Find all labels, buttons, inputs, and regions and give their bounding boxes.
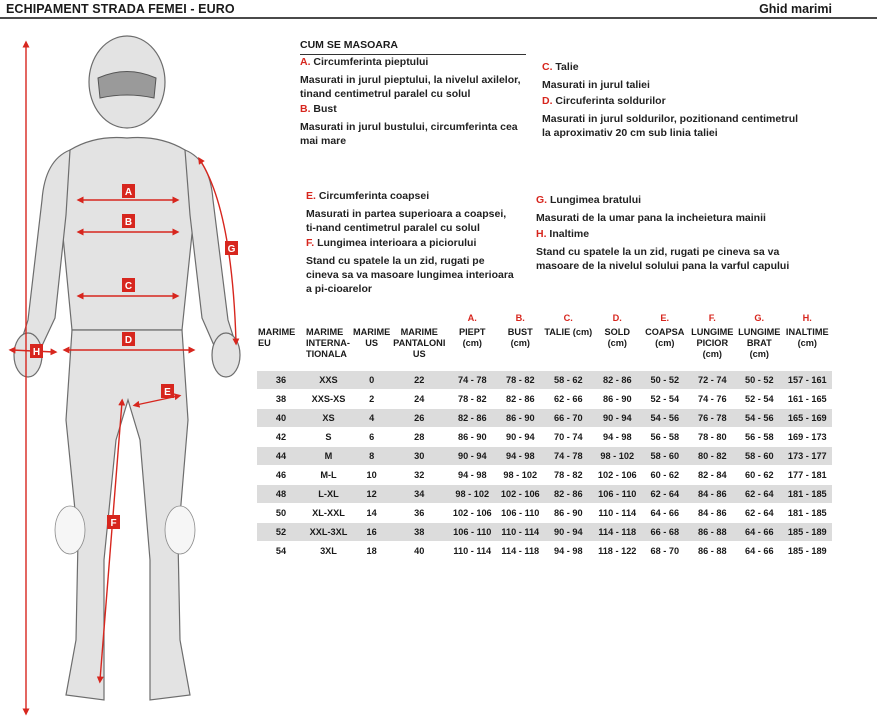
col-header: MARIME INTERNA-TIONALA <box>306 327 350 359</box>
table-cell: 106 - 110 <box>447 522 497 541</box>
measure-block-e <box>306 189 516 235</box>
table-cell: 169 - 173 <box>782 427 832 446</box>
table-row <box>257 370 832 389</box>
table-cell: 52 <box>257 522 305 541</box>
table-row <box>257 408 832 427</box>
table-row <box>257 389 832 408</box>
table-cell: 24 <box>391 389 447 408</box>
col-header: G. LUNGIME BRAT (cm) <box>738 313 781 359</box>
table-cell: 44 <box>257 446 305 465</box>
table-cell: 80 - 82 <box>688 446 736 465</box>
table-cell: 58 - 60 <box>736 446 782 465</box>
table-cell: 54 <box>257 541 305 560</box>
table-cell: 30 <box>391 446 447 465</box>
measure-desc: Stand cu spatele la un zid, rugati pe cineva sa va masoare lungimea interioara a pi-cioarelor <box>306 255 514 295</box>
table-cell: 6 <box>352 427 391 446</box>
table-cell: 56 - 58 <box>641 427 688 446</box>
table-cell: 161 - 165 <box>782 389 832 408</box>
table-cell: 36 <box>391 503 447 522</box>
label-g: G <box>227 244 236 255</box>
col-header: A. PIEPT (cm) <box>458 313 486 348</box>
table-cell: 102 - 106 <box>497 484 543 503</box>
table-cell: 26 <box>391 408 447 427</box>
table-cell: 157 - 161 <box>782 370 832 389</box>
table-cell: 60 - 62 <box>736 465 782 484</box>
table-cell: 98 - 102 <box>593 446 641 465</box>
table-cell: M <box>305 446 352 465</box>
measure-block-b <box>300 102 525 148</box>
table-cell: 90 - 94 <box>543 522 593 541</box>
measure-letter: H. <box>536 228 547 240</box>
table-cell: 8 <box>352 446 391 465</box>
table-cell: 66 - 70 <box>543 408 593 427</box>
table-cell: 181 - 185 <box>782 503 832 522</box>
table-cell: 72 - 74 <box>688 370 736 389</box>
table-cell: 50 <box>257 503 305 522</box>
label-e: E <box>164 387 171 398</box>
table-cell: 102 - 106 <box>593 465 641 484</box>
table-cell: XS <box>305 408 352 427</box>
table-cell: 98 - 102 <box>447 484 497 503</box>
table-cell: 2 <box>352 389 391 408</box>
table-cell: 177 - 181 <box>782 465 832 484</box>
table-cell: 62 - 64 <box>736 484 782 503</box>
table-cell: 86 - 88 <box>688 541 736 560</box>
table-cell: 110 - 114 <box>447 541 497 560</box>
table-cell: 78 - 80 <box>688 427 736 446</box>
table-cell: 82 - 86 <box>497 389 543 408</box>
table-cell: 110 - 114 <box>593 503 641 522</box>
table-cell: 28 <box>391 427 447 446</box>
measure-desc: Masurati in jurul bustului, circumferinta cea mai mare <box>300 121 518 147</box>
table-row <box>257 484 832 503</box>
measure-letter: D. <box>542 95 553 107</box>
table-cell: XXL-3XL <box>305 522 352 541</box>
measure-block-h <box>536 227 796 273</box>
table-row <box>257 465 832 484</box>
table-cell: 64 - 66 <box>641 503 688 522</box>
measure-title: Circumferinta pieptului <box>313 56 429 68</box>
table-cell: 50 - 52 <box>641 370 688 389</box>
table-cell: 185 - 189 <box>782 541 832 560</box>
table-cell: 94 - 98 <box>497 446 543 465</box>
col-header: E. COAPSA (cm) <box>645 313 685 348</box>
col-header: C. TALIE (cm) <box>544 313 593 337</box>
table-cell: 118 - 122 <box>593 541 641 560</box>
table-cell: 38 <box>257 389 305 408</box>
table-cell: 106 - 110 <box>497 503 543 522</box>
table-cell: 110 - 114 <box>497 522 543 541</box>
measure-letter: E. <box>306 190 316 202</box>
table-cell: 0 <box>352 370 391 389</box>
measure-block-c <box>542 60 797 92</box>
table-cell: 173 - 177 <box>782 446 832 465</box>
table-cell: 16 <box>352 522 391 541</box>
table-cell: 86 - 90 <box>593 389 641 408</box>
table-cell: 46 <box>257 465 305 484</box>
table-cell: 84 - 86 <box>688 503 736 522</box>
table-cell: 94 - 98 <box>593 427 641 446</box>
measure-title: Bust <box>313 103 337 115</box>
table-cell: 68 - 70 <box>641 541 688 560</box>
table-cell: 78 - 82 <box>497 370 543 389</box>
measure-letter: C. <box>542 61 553 73</box>
table-cell: 62 - 64 <box>736 503 782 522</box>
table-cell: 102 - 106 <box>447 503 497 522</box>
table-cell: 78 - 82 <box>543 465 593 484</box>
col-header: B. BUST (cm) <box>507 313 533 348</box>
measure-letter: A. <box>300 56 311 68</box>
table-cell: 82 - 86 <box>543 484 593 503</box>
label-a: A <box>124 187 133 198</box>
table-cell: 34 <box>391 484 447 503</box>
table-cell: 42 <box>257 427 305 446</box>
table-cell: 185 - 189 <box>782 522 832 541</box>
table-cell: 82 - 84 <box>688 465 736 484</box>
table-cell: 74 - 76 <box>688 389 736 408</box>
table-cell: 114 - 118 <box>593 522 641 541</box>
table-cell: 3XL <box>305 541 352 560</box>
table-cell: 64 - 66 <box>736 541 782 560</box>
table-cell: 10 <box>352 465 391 484</box>
label-h: H <box>32 347 41 358</box>
label-f: F <box>110 518 117 529</box>
col-header: D. SOLD (cm) <box>604 313 631 348</box>
label-c: C <box>124 281 133 292</box>
measure-title: Lungimea bratului <box>550 194 642 206</box>
col-header: MARIME EU <box>258 327 296 348</box>
table-cell: 52 - 54 <box>641 389 688 408</box>
measure-title: Lungimea interioara a piciorului <box>317 237 477 249</box>
measure-block-a <box>300 55 525 101</box>
col-header: F. LUNGIME PICIOR (cm) <box>691 313 734 359</box>
measure-desc: Stand cu spatele la un zid, rugati pe cineva sa va masoare de la nivelul solului pana la varful capului <box>536 246 790 272</box>
table-row <box>257 446 832 465</box>
col-header: H. INALTIME (cm) <box>785 313 829 348</box>
table-cell: 86 - 90 <box>497 408 543 427</box>
table-cell: 18 <box>352 541 391 560</box>
measure-block-d <box>542 94 802 140</box>
size-table-header <box>257 313 832 360</box>
measure-desc: Masurati in jurul pieptului, la nivelul axilelor, tinand centimetrul paralel cu solul <box>300 74 521 100</box>
table-cell: 90 - 94 <box>447 446 497 465</box>
table-cell: 36 <box>257 370 305 389</box>
table-row <box>257 427 832 446</box>
table-cell: 32 <box>391 465 447 484</box>
table-cell: 82 - 86 <box>447 408 497 427</box>
table-cell: 52 - 54 <box>736 389 782 408</box>
table-cell: 62 - 66 <box>543 389 593 408</box>
measure-title: Talie <box>555 61 579 73</box>
table-row <box>257 522 832 541</box>
table-cell: 38 <box>391 522 447 541</box>
table-cell: 62 - 64 <box>641 484 688 503</box>
table-cell: 48 <box>257 484 305 503</box>
table-cell: 94 - 98 <box>447 465 497 484</box>
page-title: ECHIPAMENT STRADA FEMEI - EURO <box>6 2 235 16</box>
measure-letter: B. <box>300 103 311 115</box>
measure-block-g <box>536 193 796 225</box>
table-cell: 56 - 58 <box>736 427 782 446</box>
col-header: MARIME US <box>353 327 391 348</box>
label-d: D <box>124 335 133 346</box>
table-row <box>257 503 832 522</box>
measure-desc: Masurati in jurul taliei <box>542 79 650 91</box>
how-to-measure-title: CUM SE MASOARA <box>300 39 399 51</box>
table-cell: 4 <box>352 408 391 427</box>
table-cell: 54 - 56 <box>736 408 782 427</box>
measure-desc: Masurati de la umar pana la incheietura mainii <box>536 212 766 224</box>
table-cell: 181 - 185 <box>782 484 832 503</box>
col-header: MARIME PANTALONI US <box>393 327 446 359</box>
table-cell: 66 - 68 <box>641 522 688 541</box>
table-row <box>257 541 832 560</box>
table-cell: 82 - 86 <box>593 370 641 389</box>
measure-desc: Masurati in partea superioara a coapsei, ti-nand centimetrul paralel cu solul <box>306 208 507 234</box>
table-cell: 58 - 60 <box>641 446 688 465</box>
table-cell: 86 - 90 <box>447 427 497 446</box>
table-cell: 14 <box>352 503 391 522</box>
table-cell: 12 <box>352 484 391 503</box>
body-measurement-figure <box>0 30 260 720</box>
table-cell: 74 - 78 <box>543 446 593 465</box>
measure-title: Circumferinta coapsei <box>318 190 430 202</box>
table-cell: 165 - 169 <box>782 408 832 427</box>
table-cell: XL-XXL <box>305 503 352 522</box>
table-cell: 40 <box>257 408 305 427</box>
table-cell: 40 <box>391 541 447 560</box>
header-divider <box>0 17 877 19</box>
measure-title: Inaltime <box>549 228 590 240</box>
table-cell: 86 - 88 <box>688 522 736 541</box>
label-b: B <box>124 217 133 228</box>
table-cell: 90 - 94 <box>497 427 543 446</box>
table-cell: 58 - 62 <box>543 370 593 389</box>
table-cell: 86 - 90 <box>543 503 593 522</box>
table-cell: M-L <box>305 465 352 484</box>
table-cell: L-XL <box>305 484 352 503</box>
table-cell: 94 - 98 <box>543 541 593 560</box>
table-cell: 60 - 62 <box>641 465 688 484</box>
table-cell: 84 - 86 <box>688 484 736 503</box>
table-cell: XXS-XS <box>305 389 352 408</box>
measure-desc: Masurati in jurul soldurilor, pozitionand centimetrul la aproximativ 20 cm sub linia taliei <box>542 113 799 139</box>
table-cell: 74 - 78 <box>447 370 497 389</box>
table-cell: S <box>305 427 352 446</box>
measure-letter: G. <box>536 194 548 206</box>
table-cell: 50 - 52 <box>736 370 782 389</box>
size-table <box>257 313 832 560</box>
measure-block-f <box>306 236 518 296</box>
table-cell: 114 - 118 <box>497 541 543 560</box>
table-cell: 22 <box>391 370 447 389</box>
table-cell: 78 - 82 <box>447 389 497 408</box>
table-cell: 106 - 110 <box>593 484 641 503</box>
table-cell: 54 - 56 <box>641 408 688 427</box>
measure-letter: F. <box>306 237 315 249</box>
table-cell: 76 - 78 <box>688 408 736 427</box>
table-cell: 70 - 74 <box>543 427 593 446</box>
table-cell: 90 - 94 <box>593 408 641 427</box>
table-cell: XXS <box>305 370 352 389</box>
measure-title: Circuferinta soldurilor <box>555 95 666 107</box>
table-cell: 64 - 66 <box>736 522 782 541</box>
table-cell: 98 - 102 <box>497 465 543 484</box>
size-guide-label: Ghid marimi <box>759 2 832 16</box>
